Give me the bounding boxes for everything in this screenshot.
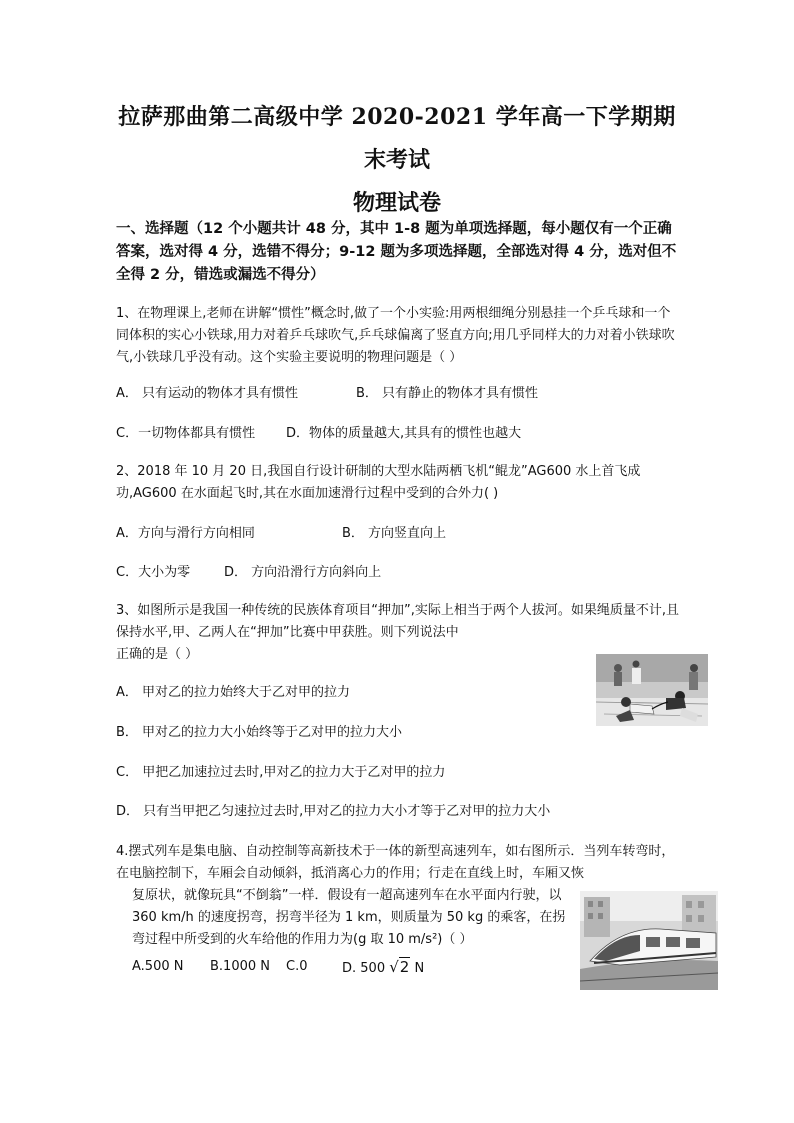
question-3-option-d: D． 只有当甲把乙匀速拉过去时,甲对乙的拉力大小才等于乙对甲的拉力大小 xyxy=(116,804,551,819)
question-4-option-d-radicand: 2 xyxy=(399,958,410,976)
question-1-option-b: B． 只有静止的物体才具有惯性 xyxy=(356,386,539,401)
question-4-text-cont: 复原状，就像玩具“不倒翁”一样．假设有一超高速列车在水平面内行驶，以 360 km/h 的速度拐弯，拐弯半径为 1 km，则质量为 50 kg 的乘客，在拐弯过程中所受到的火车给他的作用力为(g 取 10 m/s²)（ ） xyxy=(132,888,566,947)
question-4-option-c: C.0 xyxy=(286,959,308,974)
question-1-option-d: D．物体的质量越大,其具有的惯性也越大 xyxy=(286,426,522,441)
question-4-option-d-prefix: D. 500 xyxy=(342,961,386,976)
sqrt-symbol: √2 xyxy=(389,958,410,976)
question-1-option-a: A． 只有运动的物体才具有惯性 xyxy=(116,386,299,401)
question-3-option-a: A． 甲对乙的拉力始终大于乙对甲的拉力 xyxy=(116,685,351,700)
question-2-option-c: C．大小为零 xyxy=(116,565,191,580)
question-2-option-d: D． 方向沿滑行方向斜向上 xyxy=(224,565,382,580)
question-3-option-b: B． 甲对乙的拉力大小始终等于乙对甲的拉力大小 xyxy=(116,725,403,740)
question-4-option-b: B.1000 N xyxy=(210,959,270,974)
exam-title-line2: 末考试 xyxy=(363,147,430,173)
question-3-text-cont: 正确的是（ ） xyxy=(116,647,199,662)
question-4-option-d xyxy=(342,957,424,979)
question-2-option-b: B． 方向竖直向上 xyxy=(342,526,447,541)
question-3-option-c: C． 甲把乙加速拉过去时,甲对乙的拉力大于乙对甲的拉力 xyxy=(116,765,446,780)
exam-subject-title: 物理试卷 xyxy=(352,190,441,216)
question-2-text: 2、2018 年 10 月 20 日,我国自行设计研制的大型水陆两栖飞机“鲲龙”AG600 水上首飞成功,AG600 在水面起飞时,其在水面加速滑行过程中受到的合外力( ) xyxy=(116,464,641,501)
question-2-option-a: A．方向与滑行方向相同 xyxy=(116,526,255,541)
tug-of-war-photo xyxy=(596,654,708,726)
question-4-option-d-unit: N xyxy=(414,961,425,976)
question-1-text: 1、在物理课上,老师在讲解“惯性”概念时,做了一个小实验:用两根细绳分别悬挂一个乒乓球和一个同体积的实心小铁球,用力对着乒乓球吹气,乒乓球偏离了竖直方向;用几乎同样大的力对着小铁球吹气,小铁球几乎没有动。这个实验主要说明的物理问题是（ ） xyxy=(116,306,675,365)
question-4-text: 4.摆式列车是集电脑、自动控制等高新技术于一体的新型高速列车，如右图所示．当列车转弯时，在电脑控制下，车厢会自动倾斜，抵消离心力的作用；行走在直线上时，车厢又恢 xyxy=(116,844,675,881)
exam-title-line1: 拉萨那曲第二高级中学 2020-2021 学年高一下学期期 xyxy=(118,104,676,130)
tilting-train-photo xyxy=(580,891,718,990)
question-1-option-c: C．一切物体都具有惯性 xyxy=(116,426,256,441)
section-header: 一、选择题（12 个小题共计 48 分，其中 1-8 题为单项选择题，每小题仅有一个正确答案，选对得 4 分，选错不得分；9-12 题为多项选择题，全部选对得 4 分，选对但不全得 2 分，错选或漏选不得分） xyxy=(116,221,677,283)
question-3-text: 3、如图所示是我国一种传统的民族体育项目“押加”,实际上相当于两个人拔河。如果绳质量不计,且保持水平,甲、乙两人在“押加”比赛中甲获胜。则下列说法中 xyxy=(116,603,680,640)
question-4-option-a: A.500 N xyxy=(132,959,184,974)
